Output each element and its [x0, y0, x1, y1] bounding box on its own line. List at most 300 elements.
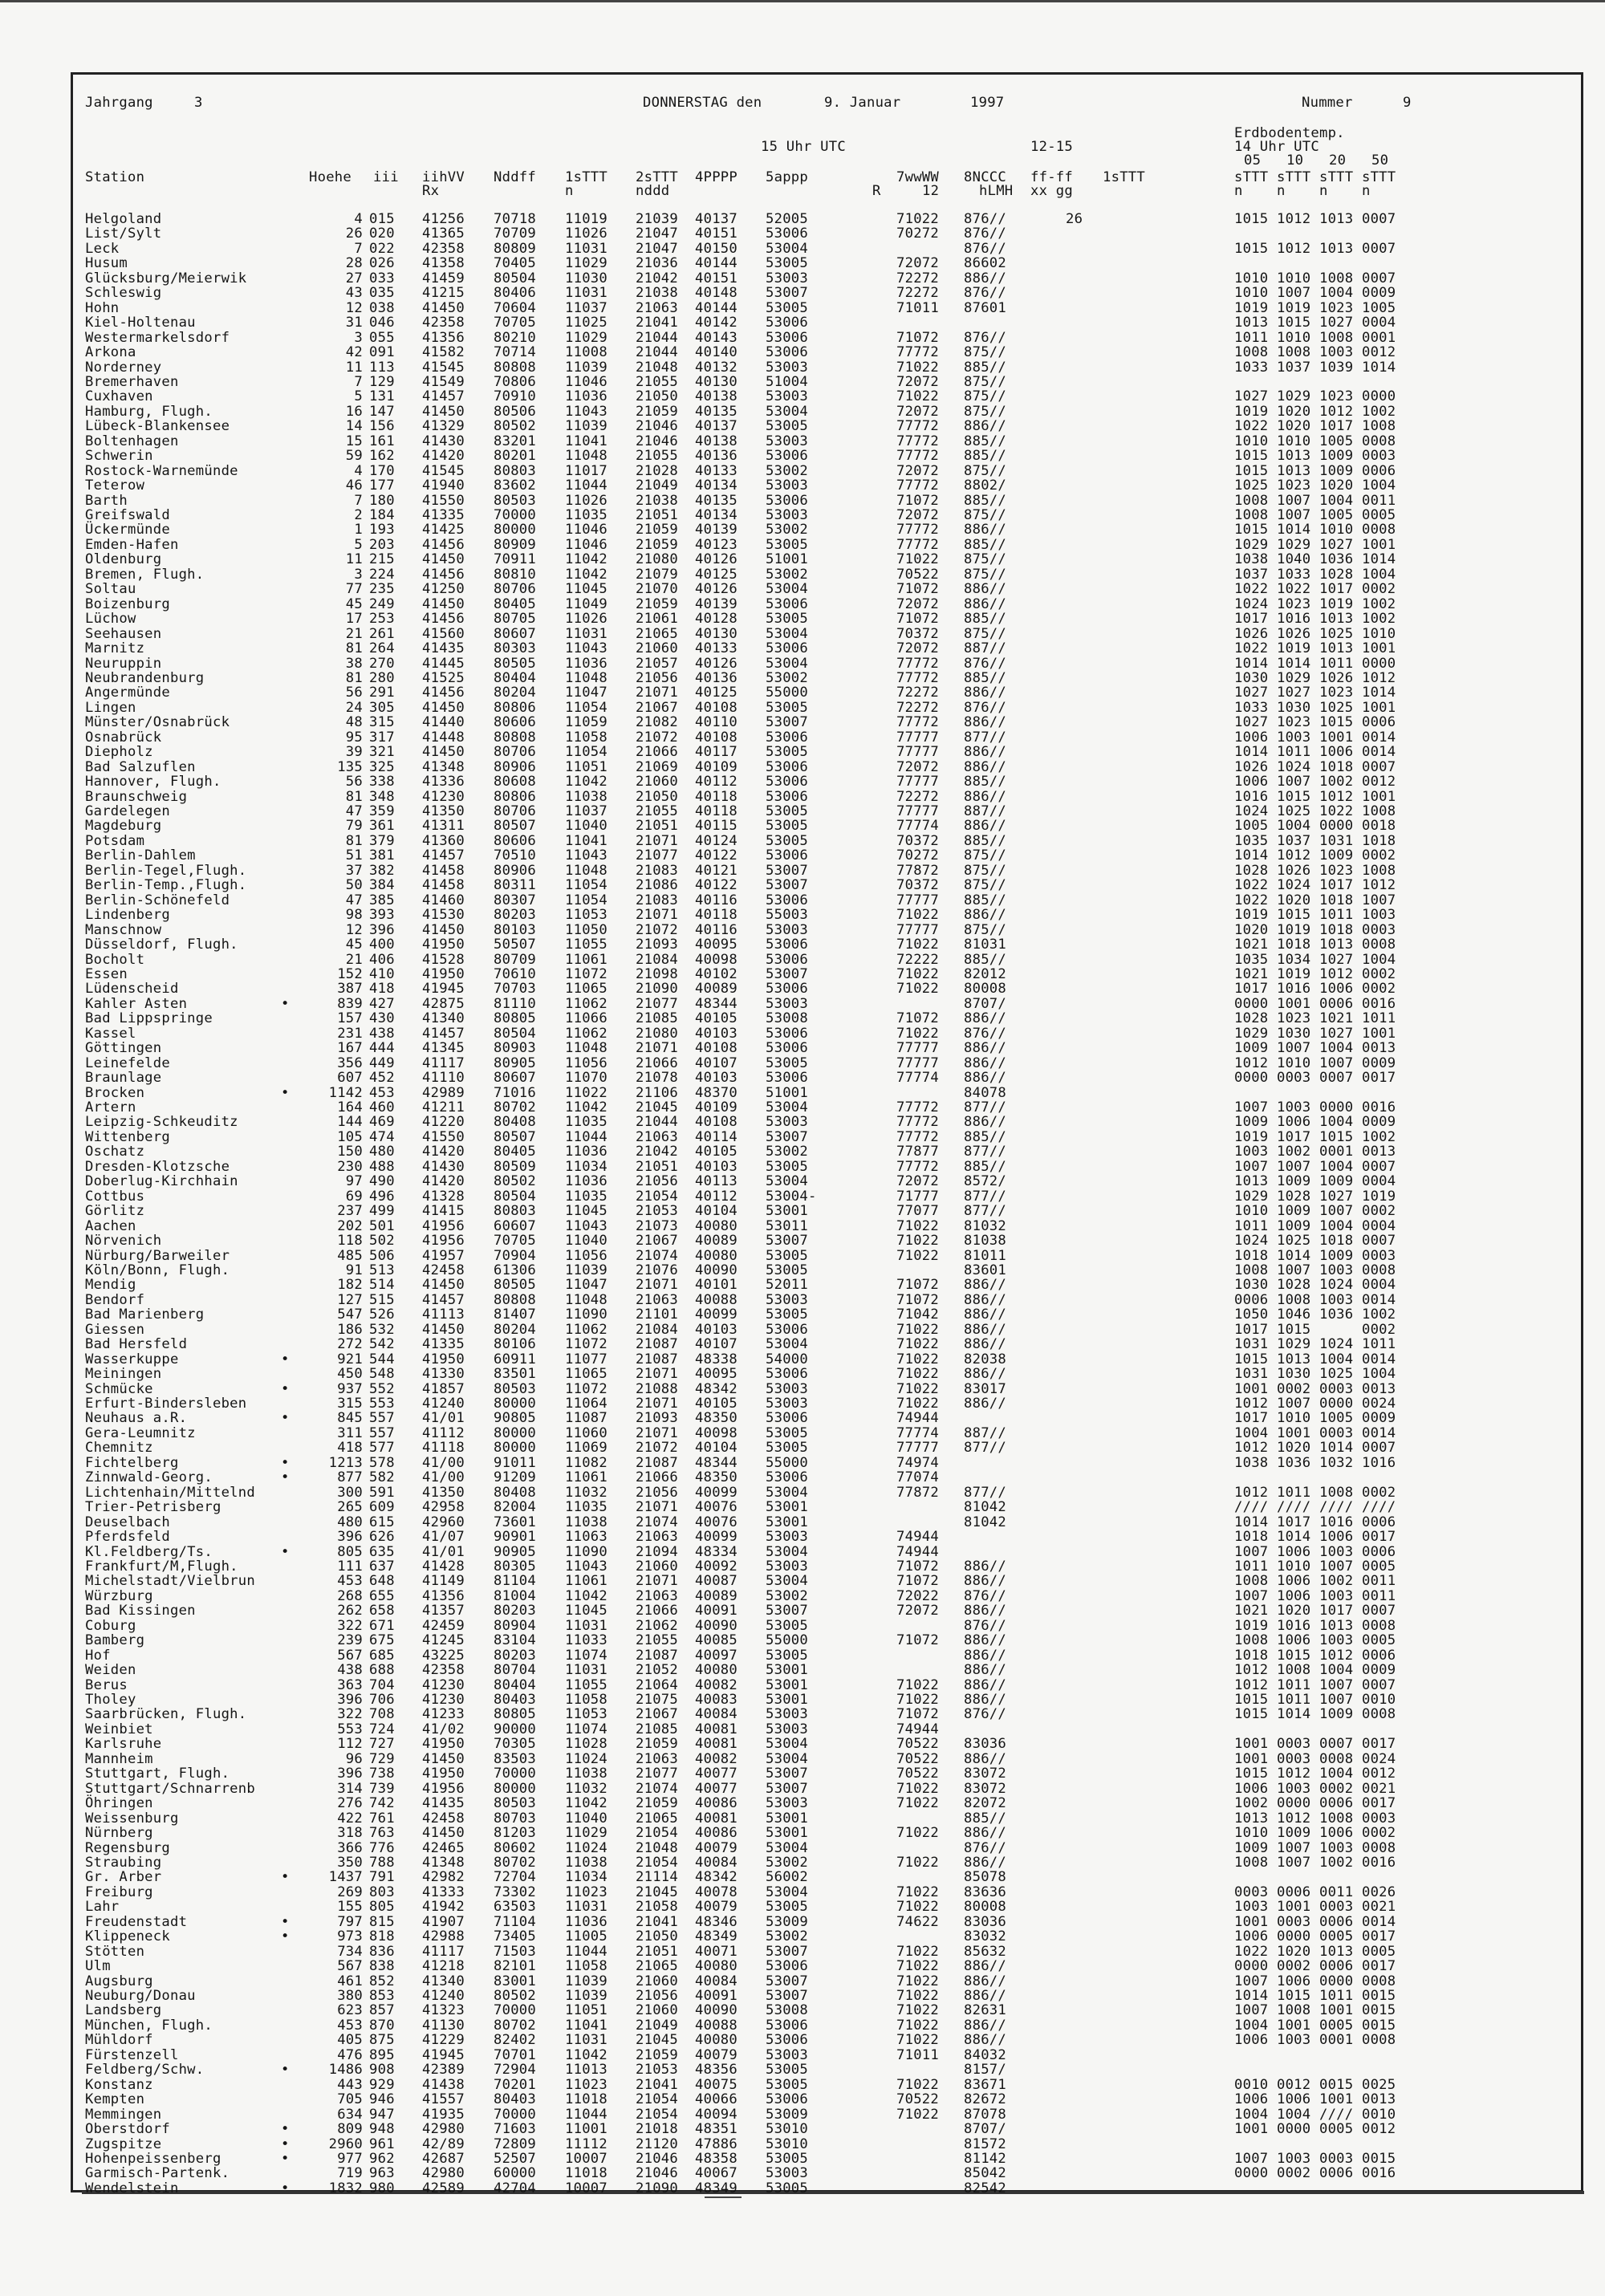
cell-sttt: 1027 1023 1015 0006: [1234, 714, 1396, 731]
cell-hoehe: 48: [345, 714, 363, 731]
cell-nddff: 80406: [494, 285, 536, 302]
cell-sttt: 1026 1026 1025 1010: [1234, 625, 1396, 642]
cell-t1: 11066: [565, 1010, 607, 1027]
cell-t1: 11041: [565, 832, 607, 849]
cell-hoehe: 4: [354, 462, 363, 479]
cell-hoehe: 157: [337, 1010, 363, 1027]
cell-station-name: Bad Kissingen: [85, 1603, 196, 1619]
cell-appp: 53005: [766, 803, 808, 819]
cell-ihvv: 41118: [422, 1440, 465, 1457]
cell-iii: 162: [369, 448, 395, 465]
cell-sttt: 1015 1013 1004 0014: [1234, 1351, 1396, 1367]
cell-station-name: Helgoland: [85, 211, 162, 227]
cell-nccc: 8157/: [964, 2062, 1006, 2079]
cell-t1: 11048: [565, 1291, 607, 1308]
cell-nddff: 80503: [494, 1795, 536, 1812]
cell-iii: 947: [369, 2106, 395, 2123]
cell-nccc: 81042: [964, 1514, 1006, 1530]
cell-t1: 11024: [565, 1750, 607, 1767]
cell-iii: 427: [369, 995, 395, 1012]
cell-ihvv: 41356: [422, 1587, 465, 1604]
cell-nccc: 886//: [964, 1291, 1006, 1308]
cell-sttt: 1006 0000 0005 0017: [1234, 1928, 1396, 1945]
cell-nccc: 887//: [964, 640, 1006, 657]
cell-pppp: 40122: [695, 877, 737, 894]
cell-iii: 180: [369, 492, 395, 509]
cell-nddff: 83503: [494, 1750, 536, 1767]
cell-hoehe: 921: [337, 1351, 363, 1367]
cell-appp: 53001: [766, 1692, 808, 1708]
cell-iii: 177: [369, 477, 395, 494]
cell-station-name: Bremen, Flugh.: [85, 566, 205, 583]
cell-t2: 21047: [636, 240, 678, 257]
cell-iii: 480: [369, 1144, 395, 1160]
cell-nccc: 875//: [964, 551, 1006, 568]
cell-iii: 038: [369, 299, 395, 316]
cell-nddff: 72809: [494, 2135, 536, 2152]
cell-hoehe: 607: [337, 1070, 363, 1087]
cell-nccc: 876//: [964, 226, 1006, 242]
cell-wwww: 71022: [896, 1336, 939, 1353]
cell-wwww: 77777: [896, 774, 939, 790]
cell-sttt: 0000 0003 0007 0017: [1234, 1070, 1396, 1087]
cell-ihvv: 41340: [422, 1010, 465, 1027]
erdboden-time: 14 Uhr UTC: [1234, 139, 1319, 155]
cell-nddff: 80803: [494, 462, 536, 479]
cell-t1: 11031: [565, 2032, 607, 2049]
cell-iii: 671: [369, 1617, 395, 1634]
cell-station-name: Michelstadt/Vielbrun: [85, 1573, 255, 1590]
cell-hoehe: 95: [345, 729, 363, 746]
cell-hoehe: 634: [337, 2106, 363, 2123]
cell-sttt: 1035 1037 1031 1018: [1234, 832, 1396, 849]
cell-pppp: 40109: [695, 1099, 737, 1115]
cell-hoehe: 150: [337, 1144, 363, 1160]
cell-appp: 53006: [766, 1025, 808, 1042]
cell-pppp: 40103: [695, 1070, 737, 1087]
cell-t1: 11026: [565, 226, 607, 242]
cell-t2: 21071: [636, 1366, 678, 1383]
cell-ihvv: 41525: [422, 669, 465, 686]
cell-sttt: 1018 1014 1006 0017: [1234, 1529, 1396, 1546]
cell-nddff: 80502: [494, 1988, 536, 2004]
cell-t1: 11112: [565, 2135, 607, 2152]
cell-ihvv: 41245: [422, 1632, 465, 1649]
col-nnnn: n n n n: [1234, 183, 1371, 199]
cell-station-name: Leipzig-Schkeuditz: [85, 1114, 238, 1131]
cell-appp: 53006: [766, 1410, 808, 1427]
cell-t1: 11013: [565, 2062, 607, 2079]
cell-t1: 11056: [565, 1247, 607, 1264]
cell-station-name: Berlin-Tegel,Flugh.: [85, 862, 247, 879]
cell-wwww: 71022: [896, 1676, 939, 1693]
cell-pppp: 40104: [695, 1203, 737, 1220]
cell-t2: 21056: [636, 1988, 678, 2004]
cell-pppp: 40107: [695, 1055, 737, 1071]
cell-appp: 53003: [766, 1396, 808, 1412]
cell-iii: 763: [369, 1825, 395, 1842]
cell-pppp: 40126: [695, 655, 737, 672]
cell-pppp: 40133: [695, 640, 737, 657]
cell-sttt: 1019 1015 1011 1003: [1234, 907, 1396, 924]
cell-appp: 53004: [766, 1543, 808, 1560]
cell-nccc: 885//: [964, 669, 1006, 686]
cell-nddff: 80805: [494, 1010, 536, 1027]
cell-nccc: 886//: [964, 907, 1006, 924]
cell-nddff: 71016: [494, 1084, 536, 1101]
cell-t1: 11053: [565, 1706, 607, 1723]
cell-station-name: Ückermünde: [85, 522, 170, 538]
cell-station-name: Bad Salzuflen: [85, 758, 196, 775]
cell-t1: 11072: [565, 1336, 607, 1353]
cell-nddff: 82101: [494, 1958, 536, 1975]
cell-t1: 11070: [565, 1070, 607, 1087]
cell-ihvv: 41460: [422, 892, 465, 908]
cell-high-station-mark: •: [281, 2180, 290, 2196]
cell-nccc: 87601: [964, 299, 1006, 316]
cell-nccc: 886//: [964, 1676, 1006, 1693]
cell-iii: 193: [369, 522, 395, 538]
cell-hoehe: 396: [337, 1766, 363, 1782]
cell-t1: 11040: [565, 818, 607, 835]
cell-ihvv: 41557: [422, 2091, 465, 2108]
cell-nccc: 81031: [964, 937, 1006, 953]
cell-nccc: 8572/: [964, 1173, 1006, 1190]
cell-station-name: Memmingen: [85, 2106, 162, 2123]
cell-wwww: 74944: [896, 1529, 939, 1546]
cell-station-name: Marnitz: [85, 640, 145, 657]
cell-pppp: 40089: [695, 1587, 737, 1604]
cell-station-name: Gera-Leumnitz: [85, 1424, 196, 1441]
cell-wwww: 77777: [896, 744, 939, 761]
cell-appp: 53005: [766, 818, 808, 835]
cell-hoehe: 27: [345, 270, 363, 286]
cell-t2: 21048: [636, 359, 678, 376]
cell-sttt: 1007 1006 1003 0006: [1234, 1543, 1396, 1560]
cell-appp: 53006: [766, 951, 808, 968]
cell-ihvv: 42389: [422, 2062, 465, 2079]
cell-iii: 249: [369, 595, 395, 612]
cell-t1: 11040: [565, 1810, 607, 1827]
cell-appp: 53006: [766, 981, 808, 998]
cell-pppp: 40086: [695, 1795, 737, 1812]
cell-appp: 53007: [766, 1603, 808, 1619]
cell-t2: 21055: [636, 448, 678, 465]
cell-ihvv: 41935: [422, 2106, 465, 2123]
cell-high-station-mark: •: [281, 2150, 290, 2167]
cell-ihvv: 42458: [422, 1262, 465, 1278]
cell-wwww: 74944: [896, 1543, 939, 1560]
cell-sttt: 1007 1003 0000 0016: [1234, 1099, 1396, 1115]
cell-iii: 626: [369, 1529, 395, 1546]
cell-hoehe: 553: [337, 1721, 363, 1737]
cell-ihvv: 42459: [422, 1617, 465, 1634]
cell-appp: 53007: [766, 285, 808, 302]
cell-ihvv: 41457: [422, 847, 465, 864]
nummer-label: Nummer: [1302, 95, 1353, 111]
cell-t1: 11041: [565, 433, 607, 449]
cell-nddff: 80909: [494, 536, 536, 553]
cell-station-name: Meiningen: [85, 1366, 162, 1383]
cell-station-name: Emden-Hafen: [85, 536, 179, 553]
cell-t2: 21077: [636, 995, 678, 1012]
cell-t1: 11037: [565, 299, 607, 316]
cell-nddff: 80204: [494, 1321, 536, 1338]
cell-wwww: 72272: [896, 270, 939, 286]
cell-nccc: 82072: [964, 1795, 1006, 1812]
cell-hoehe: 7: [354, 240, 363, 257]
cell-ihvv: 42980: [422, 2121, 465, 2138]
cell-hoehe: 11: [345, 359, 363, 376]
cell-sttt: 1014 1012 1009 0002: [1234, 847, 1396, 864]
cell-hoehe: 50: [345, 877, 363, 894]
cell-nccc: 885//: [964, 1810, 1006, 1827]
cell-nccc: 875//: [964, 373, 1006, 390]
cell-ihvv: 41415: [422, 1203, 465, 1220]
cell-iii: 361: [369, 818, 395, 835]
cell-ihvv: 41/07: [422, 1529, 465, 1546]
cell-nddff: 80702: [494, 1099, 536, 1115]
cell-iii: 803: [369, 1884, 395, 1900]
cell-nccc: 886//: [964, 1055, 1006, 1071]
cell-iii: 815: [369, 1913, 395, 1930]
cell-appp: 53010: [766, 2135, 808, 2152]
cell-nddff: 80904: [494, 1617, 536, 1634]
cell-t2: 21066: [636, 744, 678, 761]
cell-hoehe: 805: [337, 1543, 363, 1560]
cell-pppp: 40137: [695, 418, 737, 435]
cell-nccc: 875//: [964, 388, 1006, 405]
cell-iii: 875: [369, 2032, 395, 2049]
cell-ihvv: 41457: [422, 388, 465, 405]
cell-t1: 11065: [565, 981, 607, 998]
cell-appp: 53004-: [766, 1188, 817, 1205]
cell-hoehe: 155: [337, 1899, 363, 1916]
cell-appp: 53007: [766, 1233, 808, 1250]
cell-t1: 11032: [565, 1484, 607, 1501]
cell-iii: 582: [369, 1469, 395, 1486]
cell-t2: 21074: [636, 1247, 678, 1264]
cell-iii: 396: [369, 921, 395, 938]
cell-wwww: 72072: [896, 373, 939, 390]
cell-appp: 53001: [766, 1825, 808, 1842]
cell-nddff: 80203: [494, 1647, 536, 1664]
cell-iii: 724: [369, 1721, 395, 1737]
cell-appp: 52011: [766, 1277, 808, 1294]
cell-station-name: Oldenburg: [85, 551, 162, 568]
cell-wwww: 77772: [896, 1128, 939, 1145]
cell-nddff: 80606: [494, 714, 536, 731]
cell-nccc: 85042: [964, 2165, 1006, 2182]
cell-t1: 11039: [565, 1973, 607, 1989]
cell-t2: 21083: [636, 862, 678, 879]
cell-wwww: 71022: [896, 2076, 939, 2093]
cell-sttt: 1007 1008 1001 0015: [1234, 2002, 1396, 2019]
cell-nccc: 84078: [964, 1084, 1006, 1101]
cell-appp: 53004: [766, 581, 808, 598]
cell-t2: 21071: [636, 685, 678, 701]
cell-nccc: 886//: [964, 1603, 1006, 1619]
cell-pppp: 40101: [695, 1277, 737, 1294]
cell-pppp: 40091: [695, 1603, 737, 1619]
cell-nddff: 70703: [494, 981, 536, 998]
cell-ihvv: 41425: [422, 522, 465, 538]
cell-nccc: 886//: [964, 1988, 1006, 2004]
cell-t1: 11025: [565, 315, 607, 331]
cell-station-name: Manschnow: [85, 921, 162, 938]
cell-t2: 21106: [636, 1084, 678, 1101]
col-nddff: Nddff: [494, 169, 536, 185]
cell-t2: 21063: [636, 1750, 678, 1767]
cell-iii: 552: [369, 1380, 395, 1397]
cell-sttt: 1019 1017 1015 1002: [1234, 1128, 1396, 1145]
cell-appp: 53002: [766, 1144, 808, 1160]
cell-sttt: 1010 1007 1004 0009: [1234, 285, 1396, 302]
cell-pppp: 40091: [695, 1988, 737, 2004]
cell-pppp: 40078: [695, 1884, 737, 1900]
cell-high-station-mark: •: [281, 1928, 290, 1945]
cell-sttt: 1033 1037 1039 1014: [1234, 359, 1396, 376]
cell-pppp: 40108: [695, 1040, 737, 1057]
cell-sttt: 1029 1028 1027 1019: [1234, 1188, 1396, 1205]
cell-station-name: Neuruppin: [85, 655, 162, 672]
cell-sttt: 1019 1016 1013 0008: [1234, 1617, 1396, 1634]
cell-pppp: 40116: [695, 892, 737, 908]
cell-ihvv: 41/01: [422, 1410, 465, 1427]
cell-nddff: 80507: [494, 1128, 536, 1145]
cell-pppp: 40108: [695, 1114, 737, 1131]
cell-t1: 11042: [565, 2046, 607, 2063]
cell-iii: 055: [369, 329, 395, 346]
cell-iii: 738: [369, 1766, 395, 1782]
cell-t2: 21101: [636, 1306, 678, 1323]
cell-hoehe: 973: [337, 1928, 363, 1945]
cell-iii: 418: [369, 981, 395, 998]
cell-t2: 21071: [636, 1499, 678, 1516]
col-5appp: 5appp: [766, 169, 808, 185]
cell-appp: 53003: [766, 1706, 808, 1723]
cell-t1: 11005: [565, 1928, 607, 1945]
cell-nddff: 80806: [494, 788, 536, 805]
cell-nddff: 90805: [494, 1410, 536, 1427]
cell-nccc: 8707/: [964, 2121, 1006, 2138]
cell-sttt: 1008 1006 1002 0011: [1234, 1573, 1396, 1590]
cell-sttt: 1001 0003 0006 0014: [1234, 1913, 1396, 1930]
cell-high-station-mark: •: [281, 2062, 290, 2079]
cell-pppp: 40079: [695, 1839, 737, 1856]
cell-wwww: 77772: [896, 344, 939, 361]
cell-wwww: 72072: [896, 462, 939, 479]
cell-sttt: 1008 1007 1005 0005: [1234, 507, 1396, 523]
cell-ihvv: 41211: [422, 1099, 465, 1115]
cell-iii: 557: [369, 1410, 395, 1427]
cell-nccc: 877//: [964, 1484, 1006, 1501]
cell-nddff: 70904: [494, 1247, 536, 1264]
cell-iii: 805: [369, 1899, 395, 1916]
cell-pppp: 40084: [695, 1973, 737, 1989]
cell-hoehe: 167: [337, 1040, 363, 1057]
cell-t2: 21060: [636, 1973, 678, 1989]
cell-t1: 11051: [565, 758, 607, 775]
cell-nccc: 84032: [964, 2046, 1006, 2063]
cell-hoehe: 96: [345, 1750, 363, 1767]
cell-wwww: 71011: [896, 299, 939, 316]
cell-high-station-mark: •: [281, 1913, 290, 1930]
cell-wwww: 71022: [896, 359, 939, 376]
cell-sttt: 1008 1007 1003 0008: [1234, 1262, 1396, 1278]
cell-pppp: 40123: [695, 536, 737, 553]
cell-nccc: 80008: [964, 1899, 1006, 1916]
cell-nccc: 877//: [964, 1099, 1006, 1115]
cell-hoehe: 547: [337, 1306, 363, 1323]
cell-t1: 11054: [565, 744, 607, 761]
cell-ihvv: 41945: [422, 2046, 465, 2063]
cell-station-name: Berlin-Schönefeld: [85, 892, 230, 908]
cell-hoehe: 268: [337, 1587, 363, 1604]
cell-nccc: 885//: [964, 611, 1006, 628]
cell-station-name: Wendelstein: [85, 2180, 179, 2196]
cell-nddff: 80805: [494, 1706, 536, 1723]
cell-t2: 21046: [636, 433, 678, 449]
cell-t2: 21050: [636, 1928, 678, 1945]
bottom-dash-mark: [705, 2196, 742, 2198]
cell-pppp: 40116: [695, 921, 737, 938]
col-r: R: [872, 183, 881, 199]
cell-t1: 11031: [565, 285, 607, 302]
cell-nccc: 875//: [964, 507, 1006, 523]
cell-sttt: 1025 1023 1020 1004: [1234, 477, 1396, 494]
cell-t2: 21082: [636, 714, 678, 731]
cell-nccc: 876//: [964, 699, 1006, 716]
cell-nddff: 80806: [494, 699, 536, 716]
cell-iii: 658: [369, 1603, 395, 1619]
cell-t1: 11077: [565, 1351, 607, 1367]
cell-sttt: 1029 1029 1027 1001: [1234, 536, 1396, 553]
cell-appp: 53006: [766, 847, 808, 864]
cell-nccc: 886//: [964, 1321, 1006, 1338]
cell-ihvv: 41950: [422, 1736, 465, 1753]
cell-sttt: 1038 1040 1036 1014: [1234, 551, 1396, 568]
cell-hoehe: 276: [337, 1795, 363, 1812]
cell-wwww: 71022: [896, 1854, 939, 1871]
cell-pppp: 40084: [695, 1854, 737, 1871]
cell-appp: 53003: [766, 270, 808, 286]
cell-t1: 11008: [565, 344, 607, 361]
cell-sttt: 1001 0000 0005 0012: [1234, 2121, 1396, 2138]
cell-wwww: 71022: [896, 2106, 939, 2123]
cell-sttt: 1022 1020 1017 1008: [1234, 418, 1396, 435]
cell-nddff: 80809: [494, 240, 536, 257]
cell-pppp: 40080: [695, 2032, 737, 2049]
cell-appp: 53006: [766, 1958, 808, 1975]
cell-t1: 11061: [565, 1469, 607, 1486]
cell-appp: 53004: [766, 240, 808, 257]
cell-ihvv: 41/01: [422, 1543, 465, 1560]
cell-hoehe: 15: [345, 433, 363, 449]
cell-nccc: 885//: [964, 951, 1006, 968]
cell-ihvv: 41450: [422, 1750, 465, 1767]
cell-nccc: 886//: [964, 1558, 1006, 1575]
cell-iii: 348: [369, 788, 395, 805]
cell-ihvv: 42358: [422, 1662, 465, 1679]
cell-nccc: 886//: [964, 1958, 1006, 1975]
cell-t1: 11082: [565, 1454, 607, 1471]
cell-wwww: 72072: [896, 595, 939, 612]
cell-appp: 53003: [766, 1380, 808, 1397]
cell-nddff: 70911: [494, 551, 536, 568]
cell-iii: 501: [369, 1217, 395, 1234]
cell-pppp: 40081: [695, 1810, 737, 1827]
